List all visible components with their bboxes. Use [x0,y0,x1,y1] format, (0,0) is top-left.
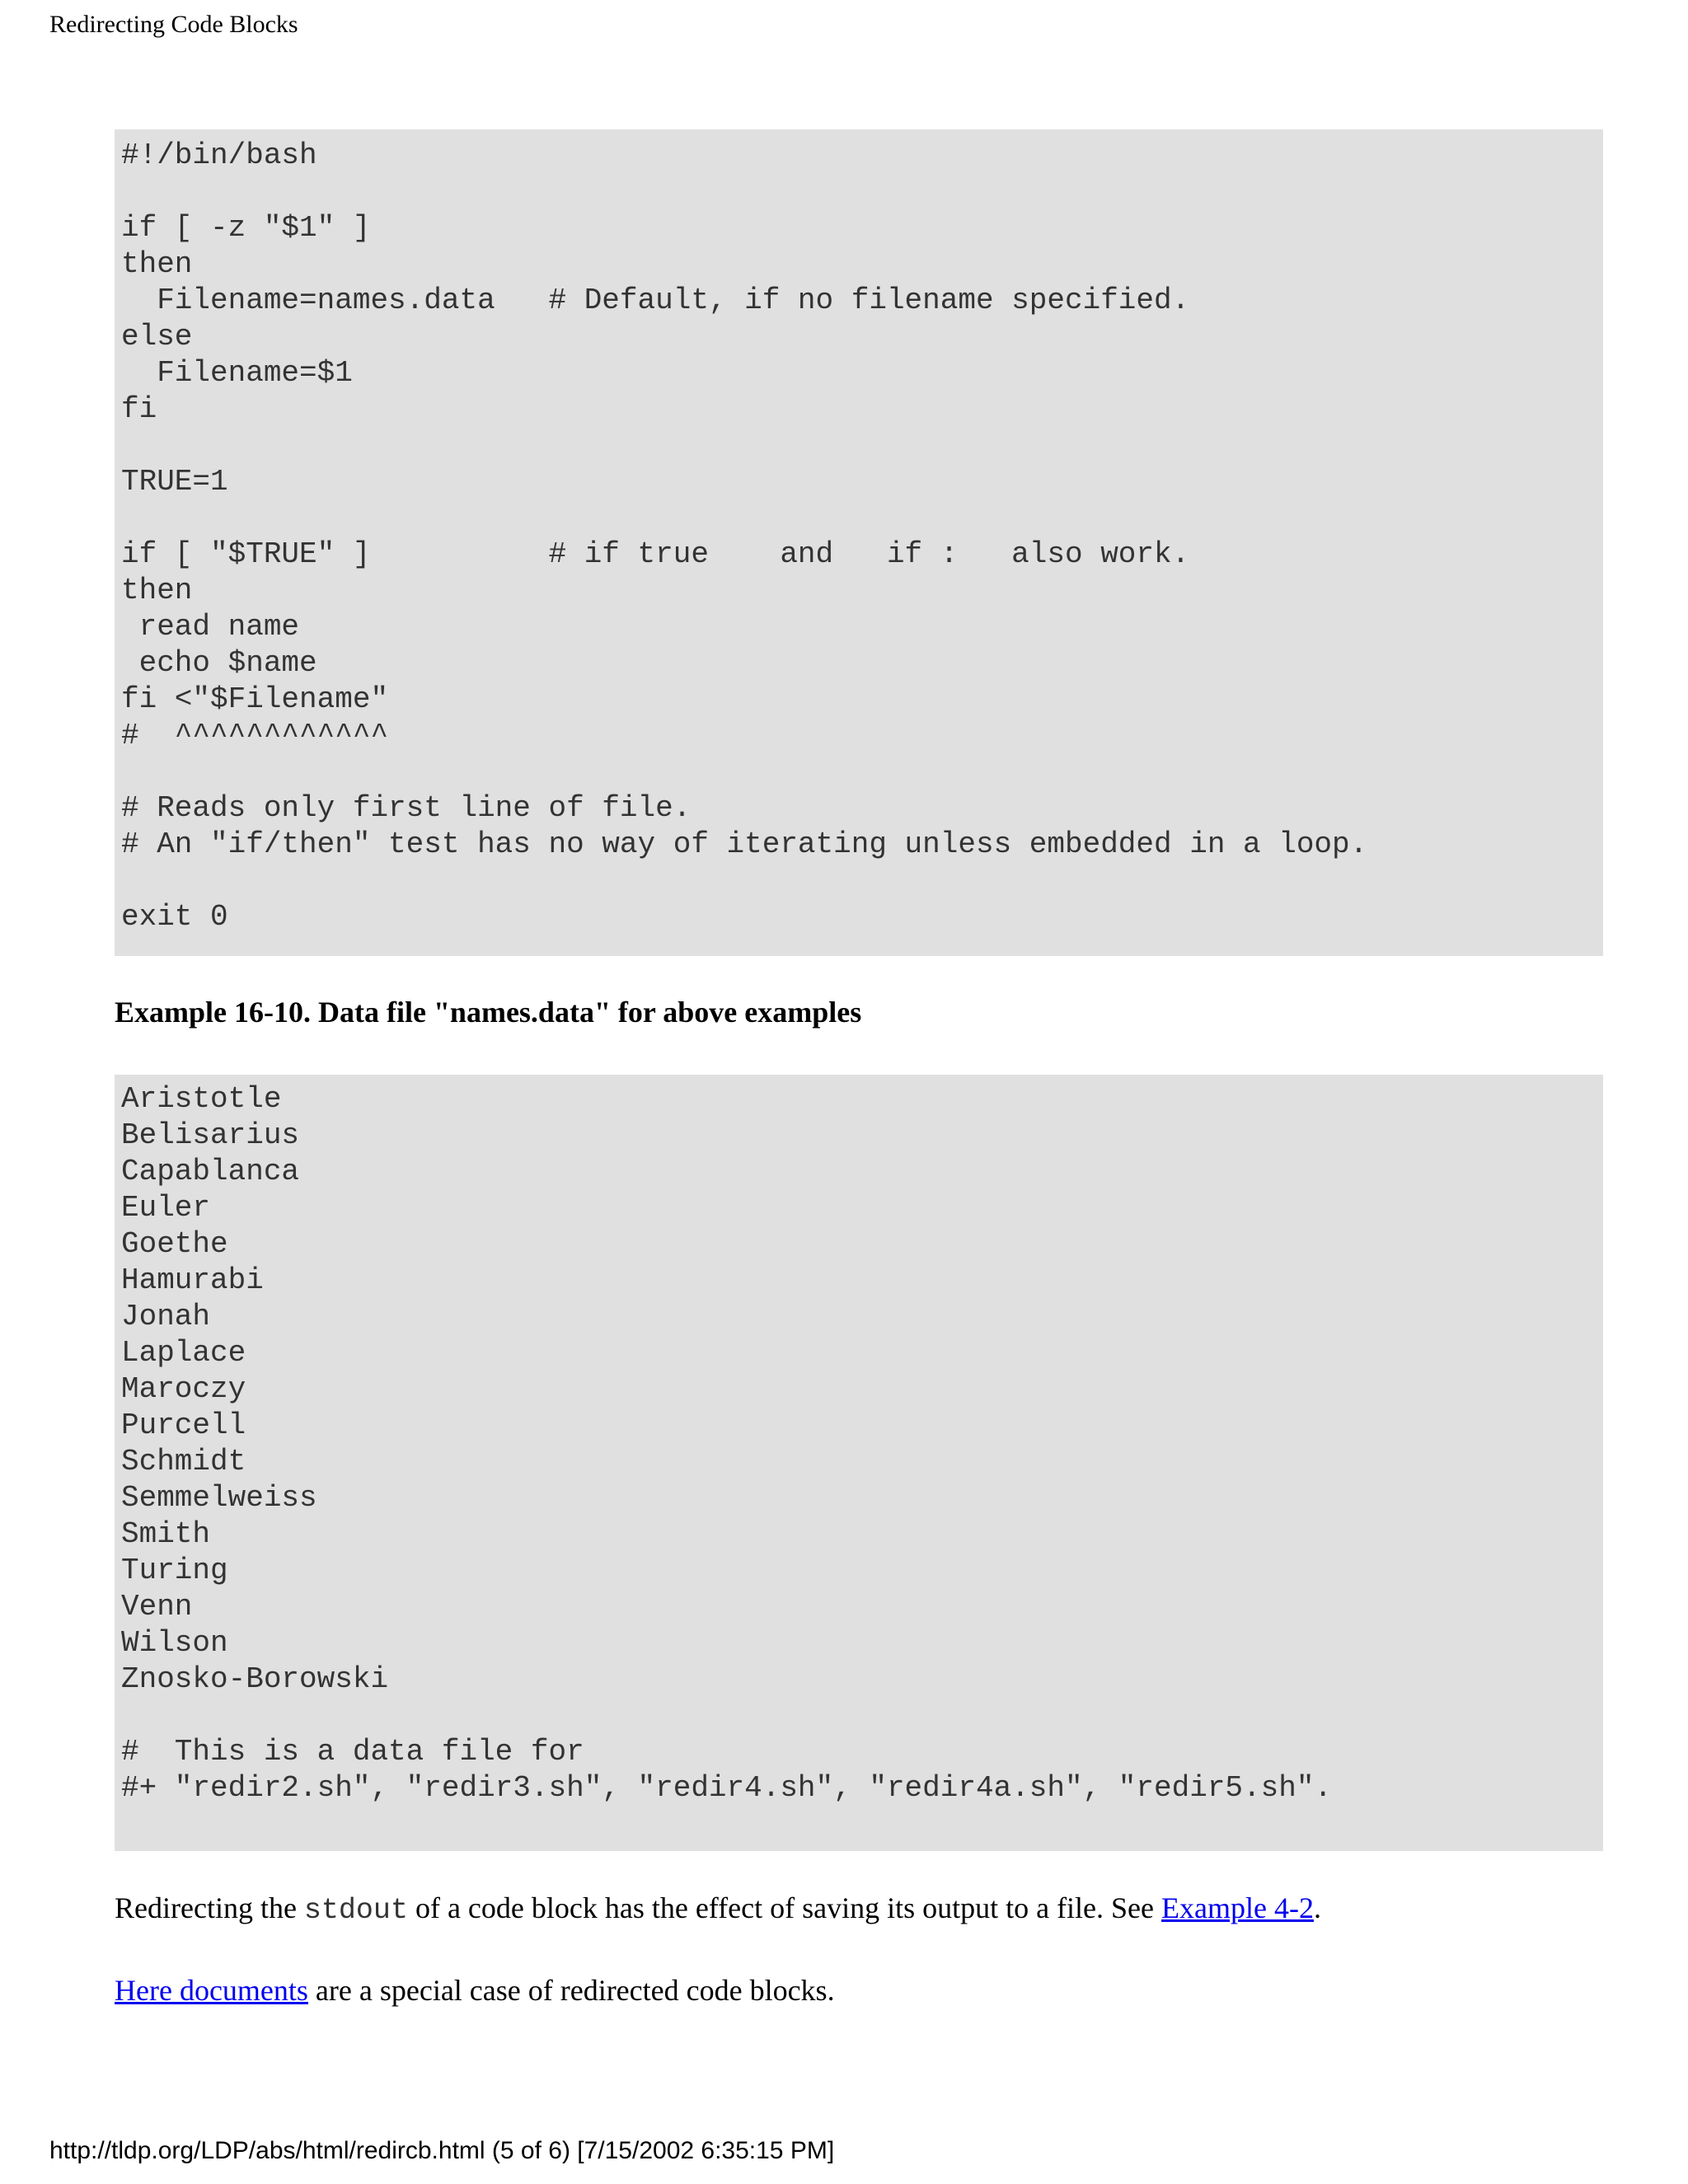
page-header-title: Redirecting Code Blocks [49,11,298,38]
code-block-redir-script: #!/bin/bash if [ -z "$1" ] then Filename=names.data # Default, if no filename specified. else Filename=$1 fi TRUE=1 if [ "$TRUE" ] # if true and if : also work. then read name echo $name fi <"$Filename" # ^^^^^^^^^^^^ # Reads only first line of file. # An "if/then" test has no way of iterating unless embedded in a loop. exit 0 [115,129,1603,956]
paragraph-text: are a special case of redirected code blocks. [307,1974,835,2007]
link-example-4-2[interactable]: Example 4-2 [1161,1891,1314,1924]
inline-code-stdout: stdout [303,1894,408,1927]
code-block-names-data: Aristotle Belisarius Capablanca Euler Goethe Hamurabi Jonah Laplace Maroczy Purcell Schmidt Semmelweiss Smith Turing Venn Wilson Znosko-Borowski # This is a data file for #+ "redir2.sh", "redir3.sh", "redir4.sh", "redir4a.sh", "redir5.sh". [115,1075,1603,1851]
page-footer-url: http://tldp.org/LDP/abs/html/redircb.html (5 of 6) [7/15/2002 6:35:15 PM] [49,2137,835,2164]
paragraph-text: Redirecting the [115,1891,304,1924]
link-here-documents[interactable]: Here documents [115,1974,308,2007]
paragraph-text: . [1313,1891,1321,1924]
paragraph-text: of a code block has the effect of saving its output to a file. See [407,1891,1162,1924]
example-title: Example 16-10. Data file "names.data" for above examples [115,996,862,1029]
paragraph-here-documents [115,1972,835,2008]
paragraph-stdout-redirect [115,1890,1321,1929]
